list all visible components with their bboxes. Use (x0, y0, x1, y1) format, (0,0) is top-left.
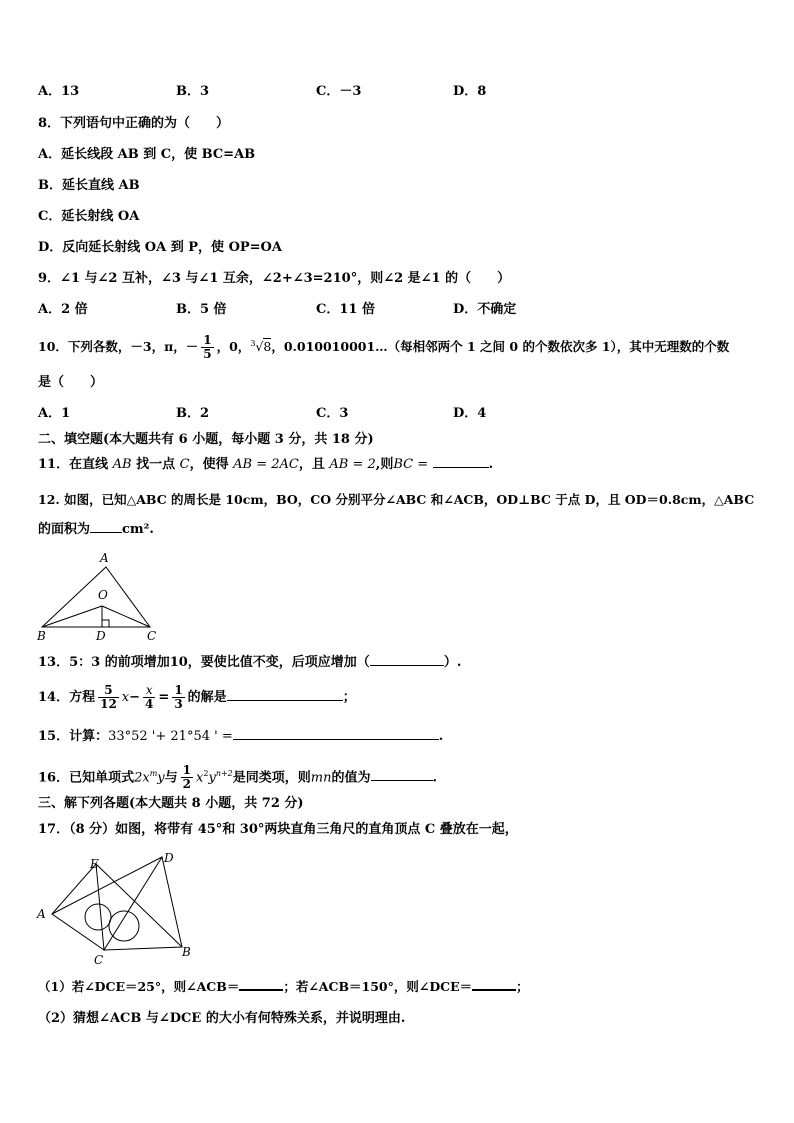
q16-term2-yexp: n+2 (215, 769, 233, 778)
fig12-label-b: B (37, 629, 46, 643)
q8-option-d: D．反向延长射线 OA 到 P，使 OP=OA (38, 240, 282, 255)
q13-answer-blank[interactable] (370, 665, 444, 666)
fig12-label-c: C (147, 629, 157, 643)
fig12-segment-bo (42, 606, 102, 627)
q16-term1: 2x (134, 770, 150, 786)
q10-root-radicand: 8 (263, 339, 272, 355)
q9-option-c: C．11 倍 (316, 302, 375, 317)
q14-frac2-num: x (143, 684, 155, 698)
q14-t3: ； (342, 690, 356, 705)
q14-frac3 (172, 684, 184, 711)
q11-t1: 11．在直线 (38, 457, 109, 472)
q11-t3: 找一点 (136, 457, 176, 472)
q12-t1: 的面积为 (38, 522, 91, 537)
q16-t3: 是同类项，则 (232, 770, 311, 786)
q11-t10: BC = (393, 457, 429, 472)
q9-option-d: D．不确定 (453, 302, 517, 317)
q15-t1: 15．计算： (38, 729, 109, 744)
q14-stem (38, 680, 356, 716)
fig17-segment-ad (52, 857, 162, 914)
fig17-circle-right (109, 911, 139, 941)
q12-t2: cm². (122, 522, 154, 537)
fig17-circle-left (85, 904, 111, 930)
q10-text-mid: ，0， (216, 339, 251, 355)
q16-answer-blank[interactable] (371, 780, 433, 781)
fig17-label-b: B (182, 945, 191, 959)
q11-t2: AB (112, 457, 132, 472)
q16-term1-exp: m (149, 769, 158, 778)
q16-term2-x: x (196, 770, 204, 786)
q11-answer-blank[interactable] (433, 467, 489, 468)
q14-eq: = (158, 690, 170, 705)
q16-frac (181, 764, 193, 791)
q16-term2-y: y (208, 770, 216, 786)
q11-t11: . (488, 457, 494, 472)
fig12-label-o: O (98, 588, 108, 602)
fig17-label-d: D (164, 851, 174, 865)
q17-p1-blank2[interactable] (472, 989, 516, 991)
q14-frac2 (143, 684, 155, 711)
q8-stem: 8．下列语句中正确的为（ ） (38, 116, 230, 131)
q10-stem (38, 330, 729, 361)
q17-part2: （2）猜想∠ACB 与∠DCE 的大小有何特殊关系，并说明理由. (38, 1011, 406, 1026)
q10-option-d: D．4 (453, 406, 487, 421)
q16-term1-y: y (157, 770, 165, 786)
q10-fraction (201, 334, 213, 361)
fig17-label-c: C (94, 953, 104, 967)
fig17-segment-eb (96, 864, 182, 947)
q17-p1-blank1[interactable] (239, 989, 283, 991)
q14-answer-blank[interactable] (227, 700, 343, 701)
q8-option-c: C．延长射线 OA (38, 209, 140, 224)
fig12-triangle-abc (42, 567, 150, 627)
q14-frac3-den: 3 (174, 697, 183, 711)
q17-stem: 17．（8 分）如图，将带有 45°和 30°两块直角三角尺的直角顶点 C 叠放在一起， (38, 822, 518, 837)
fig12-right-angle-mark (102, 620, 109, 627)
q16-frac-num: 1 (182, 763, 192, 778)
section-3-heading: 三、解下列各题(本大题共 8 小题，共 72 分) (38, 796, 304, 811)
q15-stem (38, 729, 443, 745)
q10-option-c: C．3 (316, 406, 349, 421)
q7-option-d: D．8 (453, 84, 487, 99)
q9-option-a: A．2 倍 (38, 302, 88, 317)
q16-t2: 与 (164, 770, 178, 786)
q17-p1-t3: ； (516, 979, 529, 994)
q14-frac3-num: 1 (174, 683, 183, 697)
fig17-triangle-aec (52, 864, 104, 950)
q13-t1: 13．5：3 的前项增加10，要使比值不变，后项应增加（ (38, 655, 370, 670)
q17-p1-t1: （1）若∠DCE＝25°，则∠ACB＝ (38, 979, 240, 994)
q10-option-b: B．2 (176, 406, 210, 421)
q16-t1: 16．已知单项式 (38, 770, 135, 786)
q14-t2: 的解是 (187, 690, 227, 705)
fig12-label-a: A (100, 551, 109, 565)
q16-t5: . (432, 770, 438, 786)
q10-fraction-num: 1 (203, 333, 212, 348)
q17-p1-t2: ；若∠ACB＝150°，则∠DCE＝ (283, 979, 473, 994)
q10-fraction-den: 5 (203, 347, 212, 362)
q16-term2-xexp: 2 (203, 769, 209, 778)
fig17-label-e: E (90, 857, 99, 871)
q11-t5: ，使得 (189, 457, 229, 472)
q15-answer-blank[interactable] (233, 739, 439, 740)
q12-line2 (38, 522, 154, 538)
q12-answer-blank[interactable] (90, 532, 122, 533)
q7-option-a: A．13 (38, 84, 80, 99)
q11-t8: AB = 2 (329, 457, 376, 472)
q11-stem (38, 457, 493, 473)
q14-x: x (121, 690, 130, 705)
q13-stem (38, 655, 461, 671)
q11-t6: AB = 2AC (233, 457, 299, 472)
q14-t1: 14．方程 (38, 690, 96, 705)
q10-text-post: ，0.010010001…（每相邻两个 1 之间 0 的个数依次多 1），其中无理数的个数 (271, 339, 730, 355)
section-2-heading: 二、填空题(本大题共有 6 小题，每小题 3 分，共 18 分) (38, 432, 374, 447)
q11-t4: C (179, 457, 190, 472)
q17-part1 (38, 979, 529, 995)
q14-minus: − (129, 690, 141, 705)
q14-frac1 (98, 684, 119, 711)
q10-cube-root: $^3$√8 (250, 339, 272, 355)
q12-line1: 12. 如图，已知△ABC 的周长是 10cm，BO，CO 分别平分∠ABC 和∠ACB，OD⊥BC 于点 D，且 OD＝0.8cm，△ABC (38, 492, 755, 507)
q10-option-a: A．1 (38, 406, 71, 421)
q9-stem: 9．∠1 与∠2 互补，∠3 与∠1 互余，∠2+∠3=210°，则∠2 是∠1 的（ ） (38, 271, 511, 286)
q15-expression: 33°52 '+ 21°54 ' = (108, 729, 233, 744)
q11-t9: ,则 (375, 457, 394, 472)
fig17-label-a: A (37, 907, 46, 921)
q10-root-index: 3 (250, 339, 256, 348)
figure-q12 (34, 548, 164, 644)
q8-option-b: B．延长直线 AB (38, 178, 140, 193)
q15-t2: . (438, 729, 444, 744)
q13-t2: ）. (443, 655, 462, 670)
q10-text-pre: 10．下列各数，－3，π，－ (38, 339, 199, 355)
q14-frac1-den: 12 (100, 697, 117, 711)
q9-option-b: B．5 倍 (176, 302, 227, 317)
fig12-label-d: D (96, 629, 106, 643)
q16-stem (38, 756, 437, 796)
q16-frac-den: 2 (182, 777, 192, 792)
figure-q17 (34, 846, 204, 970)
q16-mn: mn (310, 770, 332, 786)
q14-frac2-den: 4 (145, 697, 154, 711)
q16-t4: 的值为 (331, 770, 371, 786)
q11-t7: ，且 (298, 457, 325, 472)
q10-stem-line2: 是（ ） (38, 375, 104, 390)
q14-frac1-num: 5 (98, 684, 119, 698)
q8-option-a: A．延长线段 AB 到 C，使 BC=AB (38, 147, 256, 162)
q7-option-c: C．－3 (316, 84, 362, 99)
q7-option-b: B．3 (176, 84, 210, 99)
